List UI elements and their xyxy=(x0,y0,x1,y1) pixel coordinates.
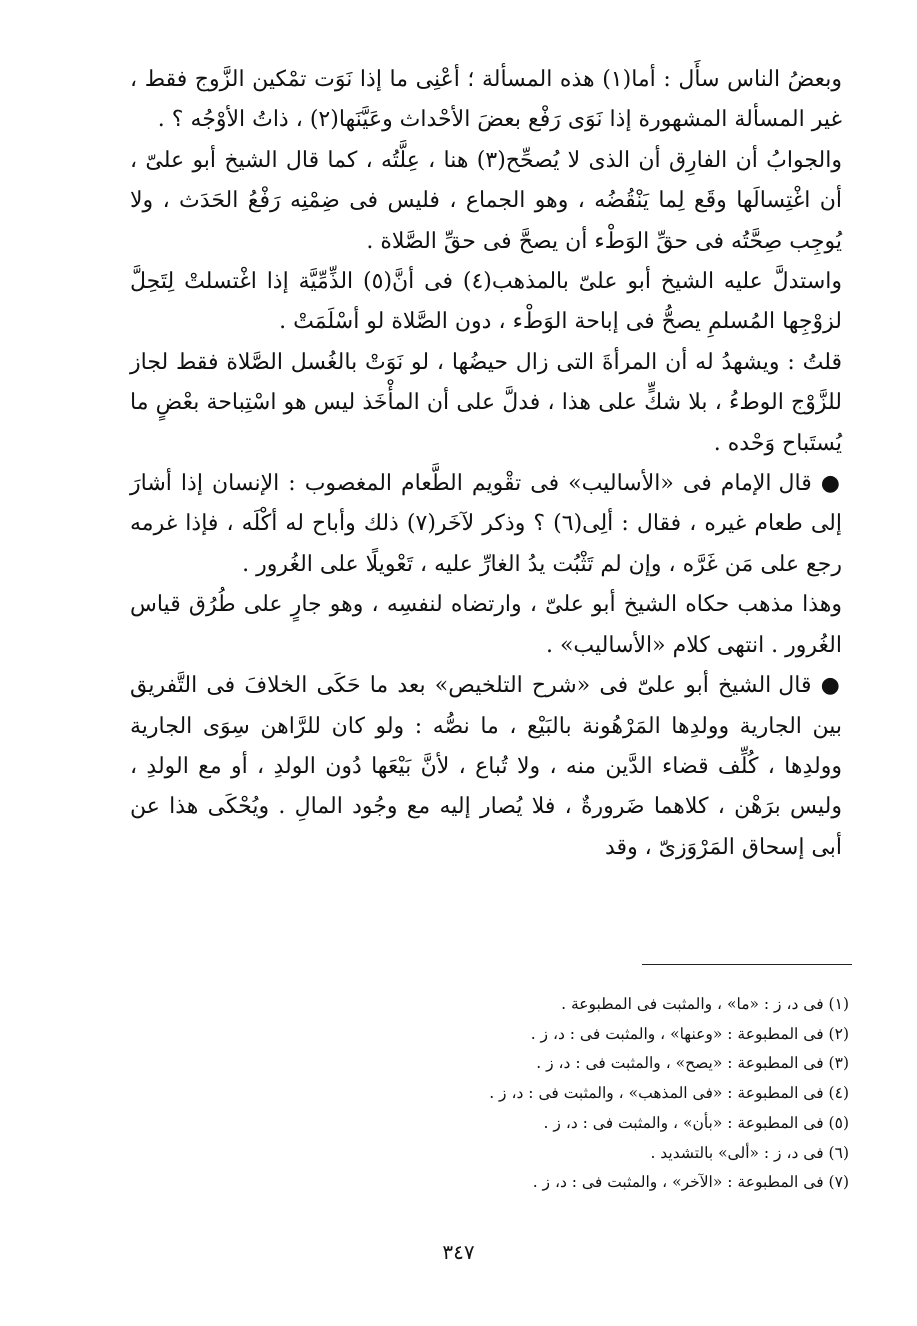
paragraph-6: وهذا مذهب حكاه الشيخ أبو علىّ ، وارتضاه لنفسِه ، وهو جارٍ على طُرُق قياس الغُرور . انتهى كلام «الأساليب» . xyxy=(130,592,842,658)
paragraph-3: واستدلَّ عليه الشيخ أبو علىّ بالمذهب(٤) فى أنَّ(٥) الذِّمِّيَّة إذا اغْتسلتْ لِتَحِلَّ لزوْجِها المُسلمِ يصحُّ فى إباحة الوَطْء ، دون الصَّلاة لو أسْلَمَتْ . xyxy=(130,269,842,335)
footnote-5: (٥) فى المطبوعة : «بأن» ، والمثبت فى : د، ز . xyxy=(543,1113,849,1132)
bullet-icon: ● xyxy=(820,673,842,699)
footnotes xyxy=(429,990,849,1198)
paragraph-5 xyxy=(130,464,842,585)
footnote-4: (٤) فى المطبوعة : «فى المذهب» ، والمثبت فى : د، ز . xyxy=(489,1084,849,1103)
paragraph-7 xyxy=(130,666,842,868)
footnote-2: (٢) فى المطبوعة : «وعنها» ، والمثبت فى : د، ز . xyxy=(530,1024,849,1043)
main-text xyxy=(130,60,842,868)
paragraph-7-text: قال الشيخ أبو علىّ فى «شرح التلخيص» بعد ما حَكَى الخلافَ فى التَّفريق بين الجارية وولدِها المَرْهُونة بالبَيْع ، ما نصُّه : ولو كان للرَّاهن سِوَى الجارية وولدِها ، كُلِّف قضاء الدَّين منه ، ولا تُباع ، لأنَّ بَيْعَها دُون الولدِ ، أو مع الولدِ ، وليس برَهْن ، كلاهما ضَرورةٌ ، فلا يُصار إليه مع وجُود المالِ . ويُحْكَى هذا عن أبى إسحاق المَرْوَزىّ ، وقد xyxy=(130,673,842,860)
footnote-divider xyxy=(642,964,852,965)
footnote-6: (٦) فى د، ز : «ألى» بالتشديد . xyxy=(650,1143,849,1162)
bullet-icon: ● xyxy=(820,471,843,497)
paragraph-5-text: قال الإمام فى «الأساليب» فى تقْويم الطَّعام المغصوب : الإنسان إذا أشارَ إلى طعام غيره ، فقال : ألِى(٦) ؟ وذكر لآخَر(٧) ذلك وأباح له أكْلَه ، فإذا غرمه رجع على مَن غَرَّه ، وإن لم تَثْبُت يدُ الغارِّ عليه ، تَعْويلًا على الغُرور . xyxy=(130,471,842,577)
paragraph-4: قلتُ : ويشهدُ له أن المرأةَ التى زال حيضُها ، لو نَوَتْ بالغُسل الصَّلاة فقط لجاز للزَّوْج الوطءُ ، بلا شكٍّ على هذا ، فدلَّ على أن المأْخَذ ليس هو اسْتِباحة بعْضٍ ما يُستَباح وَحْده . xyxy=(130,349,842,456)
footnote-1: (١) فى د، ز : «ما» ، والمثبت فى المطبوعة . xyxy=(561,995,849,1013)
page-number: ٣٤٧ xyxy=(442,1240,475,1264)
footnote-3: (٣) فى المطبوعة : «يصح» ، والمثبت فى : د، ز . xyxy=(536,1054,849,1073)
paragraph-2: والجوابُ أن الفارِق أن الذى لا يُصحِّح(٣) هنا ، عِلَّتُه ، كما قال الشيخ أبو علىّ ، أن اغْتِسالَها وقَع لِما يَنْقُضُه ، وهو الجماع ، فليس فى ضِمْنِه رَفْعُ الحَدَث ، ولا يُوجِب صِحَّتُه فى حقِّ الوَطْء أن يصحَّ فى حقِّ الصَّلاة . xyxy=(130,147,842,254)
footnote-7: (٧) فى المطبوعة : «الآخر» ، والمثبت فى : د، ز . xyxy=(532,1173,849,1192)
paragraph-1: وبعضُ الناس سأَل : أما(١) هذه المسألة ؛ أعْنِى ما إذا نَوَت تمْكين الزَّوج فقط ، غير المسألة المشهورة إذا نَوَى رَفْع بعضَ الأحْداث وعَيَّنَها(٢) ، ذاتُ الأوْجُه ؟ . xyxy=(130,67,842,133)
